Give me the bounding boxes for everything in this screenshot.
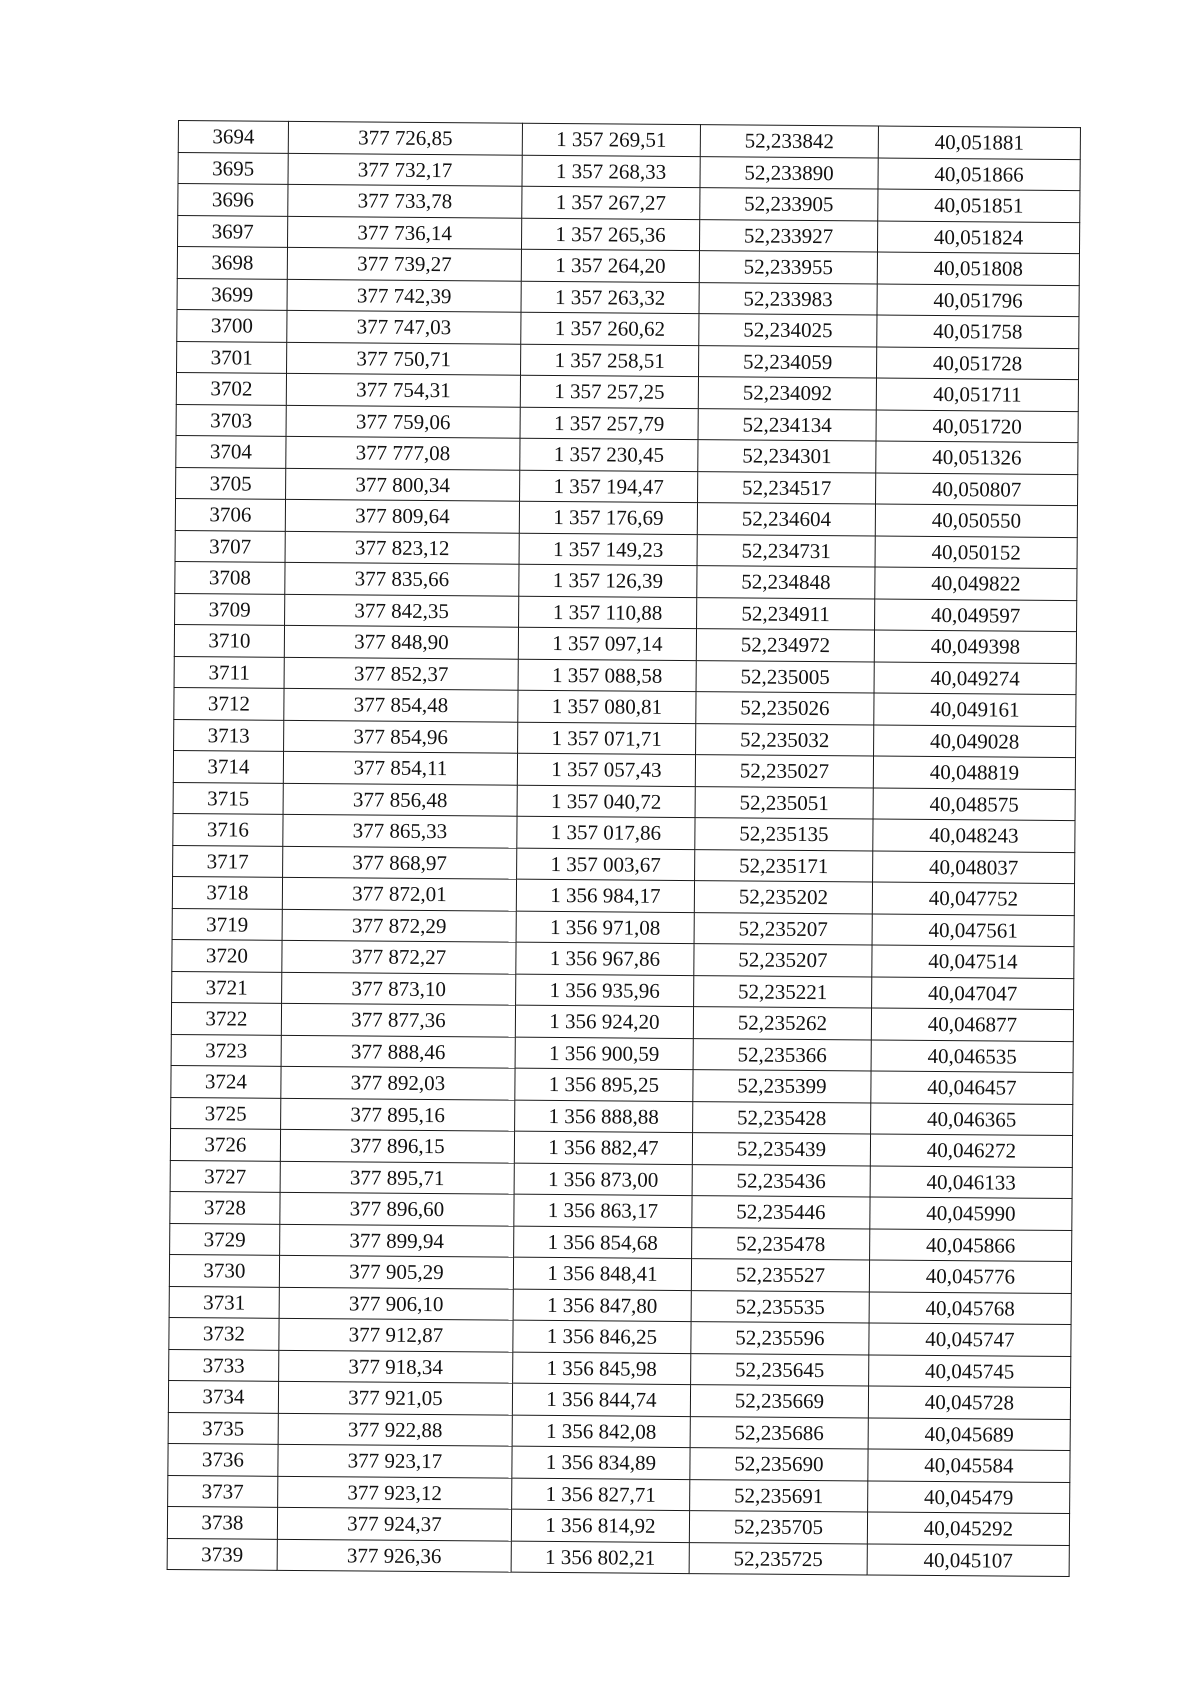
x-coordinate-cell: 377 868,97 — [283, 846, 517, 879]
longitude-cell: 40,051720 — [876, 409, 1078, 442]
longitude-cell: 40,045479 — [868, 1480, 1070, 1513]
x-coordinate-cell: 377 848,90 — [284, 625, 518, 658]
point-number-cell: 3727 — [170, 1160, 280, 1192]
latitude-cell: 52,234604 — [697, 503, 875, 536]
longitude-cell: 40,051326 — [876, 441, 1078, 474]
point-number-cell: 3728 — [170, 1191, 280, 1223]
point-number-cell: 3720 — [172, 939, 282, 971]
latitude-cell: 52,234134 — [698, 408, 876, 441]
point-number-cell: 3729 — [170, 1223, 280, 1255]
point-number-cell: 3726 — [170, 1128, 280, 1160]
y-coordinate-cell: 1 357 263,32 — [521, 281, 699, 314]
y-coordinate-cell: 1 356 863,17 — [514, 1194, 692, 1227]
point-number-cell: 3694 — [178, 121, 288, 153]
longitude-cell: 40,050550 — [875, 504, 1077, 537]
latitude-cell: 52,233983 — [699, 282, 877, 315]
x-coordinate-cell: 377 872,01 — [282, 877, 516, 910]
y-coordinate-cell: 1 357 126,39 — [519, 564, 697, 597]
longitude-cell: 40,046457 — [871, 1071, 1073, 1104]
point-number-cell: 3717 — [173, 845, 283, 877]
point-number-cell: 3704 — [176, 435, 286, 467]
y-coordinate-cell: 1 357 268,33 — [522, 155, 700, 188]
latitude-cell: 52,235262 — [693, 1007, 871, 1040]
latitude-cell: 52,233955 — [699, 251, 877, 284]
x-coordinate-cell: 377 888,46 — [281, 1035, 515, 1068]
x-coordinate-cell: 377 856,48 — [283, 783, 517, 816]
x-coordinate-cell: 377 854,11 — [283, 751, 517, 784]
longitude-cell: 40,045728 — [868, 1386, 1070, 1419]
point-number-cell: 3718 — [172, 876, 282, 908]
y-coordinate-cell: 1 357 071,71 — [518, 722, 696, 755]
y-coordinate-cell: 1 357 264,20 — [521, 249, 699, 282]
longitude-cell: 40,047514 — [872, 945, 1074, 978]
y-coordinate-cell: 1 357 057,43 — [517, 753, 695, 786]
point-number-cell: 3712 — [174, 687, 284, 719]
longitude-cell: 40,047752 — [872, 882, 1074, 915]
point-number-cell: 3725 — [171, 1097, 281, 1129]
latitude-cell: 52,234731 — [697, 534, 875, 567]
x-coordinate-cell: 377 754,31 — [286, 373, 520, 406]
longitude-cell: 40,051824 — [877, 220, 1079, 253]
y-coordinate-cell: 1 356 967,86 — [516, 942, 694, 975]
point-number-cell: 3722 — [171, 1002, 281, 1034]
latitude-cell: 52,235478 — [692, 1227, 870, 1260]
point-number-cell: 3705 — [176, 467, 286, 499]
longitude-cell: 40,048243 — [873, 819, 1075, 852]
point-number-cell: 3713 — [174, 719, 284, 751]
x-coordinate-cell: 377 922,88 — [278, 1413, 512, 1446]
point-number-cell: 3696 — [178, 184, 288, 216]
x-coordinate-cell: 377 923,12 — [278, 1476, 512, 1509]
y-coordinate-cell: 1 357 149,23 — [519, 533, 697, 566]
y-coordinate-cell: 1 356 842,08 — [512, 1415, 690, 1448]
x-coordinate-cell: 377 742,39 — [287, 279, 521, 312]
latitude-cell: 52,235399 — [693, 1070, 871, 1103]
latitude-cell: 52,235436 — [692, 1164, 870, 1197]
y-coordinate-cell: 1 357 257,25 — [520, 375, 698, 408]
y-coordinate-cell: 1 357 080,81 — [518, 690, 696, 723]
latitude-cell: 52,233890 — [700, 156, 878, 189]
point-number-cell: 3698 — [177, 247, 287, 279]
x-coordinate-cell: 377 921,05 — [278, 1381, 512, 1414]
point-number-cell: 3707 — [175, 530, 285, 562]
y-coordinate-cell: 1 357 267,27 — [522, 186, 700, 219]
latitude-cell: 52,235202 — [694, 881, 872, 914]
point-number-cell: 3733 — [169, 1349, 279, 1381]
latitude-cell: 52,233842 — [700, 125, 878, 158]
longitude-cell: 40,046133 — [870, 1165, 1072, 1198]
x-coordinate-cell: 377 739,27 — [287, 247, 521, 280]
latitude-cell: 52,235645 — [691, 1353, 869, 1386]
x-coordinate-cell: 377 726,85 — [288, 121, 522, 154]
latitude-cell: 52,234848 — [697, 566, 875, 599]
table-row — [167, 1538, 1069, 1577]
latitude-cell: 52,235446 — [692, 1196, 870, 1229]
y-coordinate-cell: 1 357 230,45 — [520, 438, 698, 471]
x-coordinate-cell: 377 854,96 — [284, 720, 518, 753]
longitude-cell: 40,051808 — [877, 252, 1079, 285]
y-coordinate-cell: 1 357 040,72 — [517, 785, 695, 818]
point-number-cell: 3739 — [167, 1538, 277, 1570]
y-coordinate-cell: 1 356 845,98 — [513, 1352, 691, 1385]
point-number-cell: 3700 — [177, 309, 287, 341]
x-coordinate-cell: 377 912,87 — [279, 1318, 513, 1351]
x-coordinate-cell: 377 895,16 — [281, 1098, 515, 1131]
latitude-cell: 52,234911 — [697, 597, 875, 630]
latitude-cell: 52,234517 — [698, 471, 876, 504]
x-coordinate-cell: 377 899,94 — [280, 1224, 514, 1257]
y-coordinate-cell: 1 356 935,96 — [516, 974, 694, 1007]
y-coordinate-cell: 1 357 269,51 — [522, 123, 700, 156]
latitude-cell: 52,235207 — [694, 944, 872, 977]
x-coordinate-cell: 377 800,34 — [286, 468, 520, 501]
x-coordinate-cell: 377 872,27 — [282, 940, 516, 973]
point-number-cell: 3708 — [175, 561, 285, 593]
latitude-cell: 52,234025 — [699, 314, 877, 347]
x-coordinate-cell: 377 923,17 — [278, 1444, 512, 1477]
x-coordinate-cell: 377 924,37 — [277, 1507, 511, 1540]
x-coordinate-cell: 377 835,66 — [285, 562, 519, 595]
y-coordinate-cell: 1 356 802,21 — [511, 1541, 689, 1574]
y-coordinate-cell: 1 357 003,67 — [517, 848, 695, 881]
point-number-cell: 3723 — [171, 1034, 281, 1066]
y-coordinate-cell: 1 357 110,88 — [519, 596, 697, 629]
longitude-cell: 40,046535 — [871, 1039, 1073, 1072]
coordinates-table — [167, 120, 1081, 1577]
latitude-cell: 52,235207 — [694, 912, 872, 945]
point-number-cell: 3702 — [176, 372, 286, 404]
x-coordinate-cell: 377 873,10 — [282, 972, 516, 1005]
x-coordinate-cell: 377 854,48 — [284, 688, 518, 721]
x-coordinate-cell: 377 842,35 — [285, 594, 519, 627]
x-coordinate-cell: 377 736,14 — [288, 216, 522, 249]
latitude-cell: 52,235527 — [691, 1259, 869, 1292]
point-number-cell: 3706 — [175, 498, 285, 530]
y-coordinate-cell: 1 357 258,51 — [521, 344, 699, 377]
latitude-cell: 52,235428 — [693, 1101, 871, 1134]
longitude-cell: 40,050152 — [875, 535, 1077, 568]
point-number-cell: 3709 — [175, 593, 285, 625]
y-coordinate-cell: 1 357 088,58 — [518, 659, 696, 692]
point-number-cell: 3716 — [173, 813, 283, 845]
x-coordinate-cell: 377 896,60 — [280, 1192, 514, 1225]
point-number-cell: 3697 — [178, 215, 288, 247]
x-coordinate-cell: 377 823,12 — [285, 531, 519, 564]
x-coordinate-cell: 377 895,71 — [280, 1161, 514, 1194]
latitude-cell: 52,235439 — [692, 1133, 870, 1166]
longitude-cell: 40,049398 — [874, 630, 1076, 663]
x-coordinate-cell: 377 865,33 — [283, 814, 517, 847]
x-coordinate-cell: 377 905,29 — [279, 1255, 513, 1288]
y-coordinate-cell: 1 356 847,80 — [513, 1289, 691, 1322]
x-coordinate-cell: 377 852,37 — [284, 657, 518, 690]
latitude-cell: 52,235051 — [695, 786, 873, 819]
x-coordinate-cell: 377 732,17 — [288, 153, 522, 186]
point-number-cell: 3732 — [169, 1317, 279, 1349]
longitude-cell: 40,046877 — [871, 1008, 1073, 1041]
y-coordinate-cell: 1 357 017,86 — [517, 816, 695, 849]
y-coordinate-cell: 1 357 260,62 — [521, 312, 699, 345]
x-coordinate-cell: 377 750,71 — [287, 342, 521, 375]
y-coordinate-cell: 1 356 844,74 — [512, 1383, 690, 1416]
point-number-cell: 3703 — [176, 404, 286, 436]
x-coordinate-cell: 377 809,64 — [285, 499, 519, 532]
y-coordinate-cell: 1 357 265,36 — [521, 218, 699, 251]
latitude-cell: 52,235135 — [695, 818, 873, 851]
y-coordinate-cell: 1 357 176,69 — [519, 501, 697, 534]
longitude-cell: 40,048037 — [873, 850, 1075, 883]
y-coordinate-cell: 1 356 846,25 — [513, 1320, 691, 1353]
x-coordinate-cell: 377 906,10 — [279, 1287, 513, 1320]
longitude-cell: 40,045107 — [867, 1543, 1069, 1576]
longitude-cell: 40,049161 — [874, 693, 1076, 726]
point-number-cell: 3699 — [177, 278, 287, 310]
y-coordinate-cell: 1 356 984,17 — [516, 879, 694, 912]
x-coordinate-cell: 377 926,36 — [277, 1539, 511, 1572]
y-coordinate-cell: 1 356 888,88 — [515, 1100, 693, 1133]
y-coordinate-cell: 1 357 257,79 — [520, 407, 698, 440]
latitude-cell: 52,235690 — [690, 1448, 868, 1481]
longitude-cell: 40,046365 — [871, 1102, 1073, 1135]
point-number-cell: 3701 — [177, 341, 287, 373]
point-number-cell: 3738 — [167, 1506, 277, 1538]
point-number-cell: 3737 — [168, 1475, 278, 1507]
point-number-cell: 3724 — [171, 1065, 281, 1097]
y-coordinate-cell: 1 356 827,71 — [512, 1478, 690, 1511]
y-coordinate-cell: 1 356 882,47 — [514, 1131, 692, 1164]
x-coordinate-cell: 377 777,08 — [286, 436, 520, 469]
latitude-cell: 52,235171 — [695, 849, 873, 882]
x-coordinate-cell: 377 892,03 — [281, 1066, 515, 1099]
latitude-cell: 52,234059 — [699, 345, 877, 378]
y-coordinate-cell: 1 356 895,25 — [515, 1068, 693, 1101]
latitude-cell: 52,235691 — [690, 1479, 868, 1512]
y-coordinate-cell: 1 357 097,14 — [518, 627, 696, 660]
coordinates-table-container — [167, 120, 1080, 1577]
y-coordinate-cell: 1 356 971,08 — [516, 911, 694, 944]
longitude-cell: 40,051728 — [876, 346, 1078, 379]
longitude-cell: 40,049274 — [874, 661, 1076, 694]
point-number-cell: 3735 — [168, 1412, 278, 1444]
latitude-cell: 52,235366 — [693, 1038, 871, 1071]
longitude-cell: 40,051796 — [877, 283, 1079, 316]
y-coordinate-cell: 1 356 848,41 — [513, 1257, 691, 1290]
y-coordinate-cell: 1 356 873,00 — [514, 1163, 692, 1196]
latitude-cell: 52,235596 — [691, 1322, 869, 1355]
x-coordinate-cell: 377 733,78 — [288, 184, 522, 217]
x-coordinate-cell: 377 747,03 — [287, 310, 521, 343]
latitude-cell: 52,235005 — [696, 660, 874, 693]
y-coordinate-cell: 1 356 900,59 — [515, 1037, 693, 1070]
longitude-cell: 40,045776 — [869, 1260, 1071, 1293]
latitude-cell: 52,235725 — [689, 1542, 867, 1575]
point-number-cell: 3736 — [168, 1443, 278, 1475]
longitude-cell: 40,051881 — [878, 126, 1080, 159]
x-coordinate-cell: 377 918,34 — [279, 1350, 513, 1383]
point-number-cell: 3721 — [172, 971, 282, 1003]
latitude-cell: 52,235669 — [690, 1385, 868, 1418]
longitude-cell: 40,049597 — [875, 598, 1077, 631]
y-coordinate-cell: 1 356 854,68 — [514, 1226, 692, 1259]
point-number-cell: 3719 — [172, 908, 282, 940]
longitude-cell: 40,048575 — [873, 787, 1075, 820]
point-number-cell: 3711 — [174, 656, 284, 688]
longitude-cell: 40,046272 — [870, 1134, 1072, 1167]
longitude-cell: 40,045584 — [868, 1449, 1070, 1482]
point-number-cell: 3731 — [169, 1286, 279, 1318]
y-coordinate-cell: 1 356 834,89 — [512, 1446, 690, 1479]
longitude-cell: 40,045747 — [869, 1323, 1071, 1356]
x-coordinate-cell: 377 759,06 — [286, 405, 520, 438]
point-number-cell: 3710 — [174, 624, 284, 656]
longitude-cell: 40,049028 — [874, 724, 1076, 757]
x-coordinate-cell: 377 872,29 — [282, 909, 516, 942]
x-coordinate-cell: 377 877,36 — [281, 1003, 515, 1036]
y-coordinate-cell: 1 357 194,47 — [520, 470, 698, 503]
longitude-cell: 40,049822 — [875, 567, 1077, 600]
longitude-cell: 40,048819 — [873, 756, 1075, 789]
latitude-cell: 52,235032 — [696, 723, 874, 756]
longitude-cell: 40,045990 — [870, 1197, 1072, 1230]
latitude-cell: 52,233927 — [699, 219, 877, 252]
longitude-cell: 40,051851 — [878, 189, 1080, 222]
longitude-cell: 40,045745 — [869, 1354, 1071, 1387]
longitude-cell: 40,047047 — [872, 976, 1074, 1009]
latitude-cell: 52,234972 — [696, 629, 874, 662]
longitude-cell: 40,045292 — [867, 1512, 1069, 1545]
longitude-cell: 40,051758 — [877, 315, 1079, 348]
point-number-cell: 3715 — [173, 782, 283, 814]
longitude-cell: 40,050807 — [876, 472, 1078, 505]
point-number-cell: 3734 — [168, 1380, 278, 1412]
x-coordinate-cell: 377 896,15 — [280, 1129, 514, 1162]
longitude-cell: 40,045689 — [868, 1417, 1070, 1450]
latitude-cell: 52,235026 — [696, 692, 874, 725]
latitude-cell: 52,235705 — [689, 1511, 867, 1544]
latitude-cell: 52,235027 — [695, 755, 873, 788]
latitude-cell: 52,233905 — [700, 188, 878, 221]
latitude-cell: 52,235535 — [691, 1290, 869, 1323]
point-number-cell: 3714 — [173, 750, 283, 782]
latitude-cell: 52,234301 — [698, 440, 876, 473]
y-coordinate-cell: 1 356 814,92 — [511, 1509, 689, 1542]
longitude-cell: 40,045866 — [870, 1228, 1072, 1261]
longitude-cell: 40,051866 — [878, 158, 1080, 191]
longitude-cell: 40,045768 — [869, 1291, 1071, 1324]
latitude-cell: 52,234092 — [698, 377, 876, 410]
latitude-cell: 52,235686 — [690, 1416, 868, 1449]
y-coordinate-cell: 1 356 924,20 — [515, 1005, 693, 1038]
longitude-cell: 40,051711 — [876, 378, 1078, 411]
coordinates-table-body — [167, 121, 1080, 1577]
latitude-cell: 52,235221 — [694, 975, 872, 1008]
point-number-cell: 3695 — [178, 152, 288, 184]
point-number-cell: 3730 — [169, 1254, 279, 1286]
longitude-cell: 40,047561 — [872, 913, 1074, 946]
